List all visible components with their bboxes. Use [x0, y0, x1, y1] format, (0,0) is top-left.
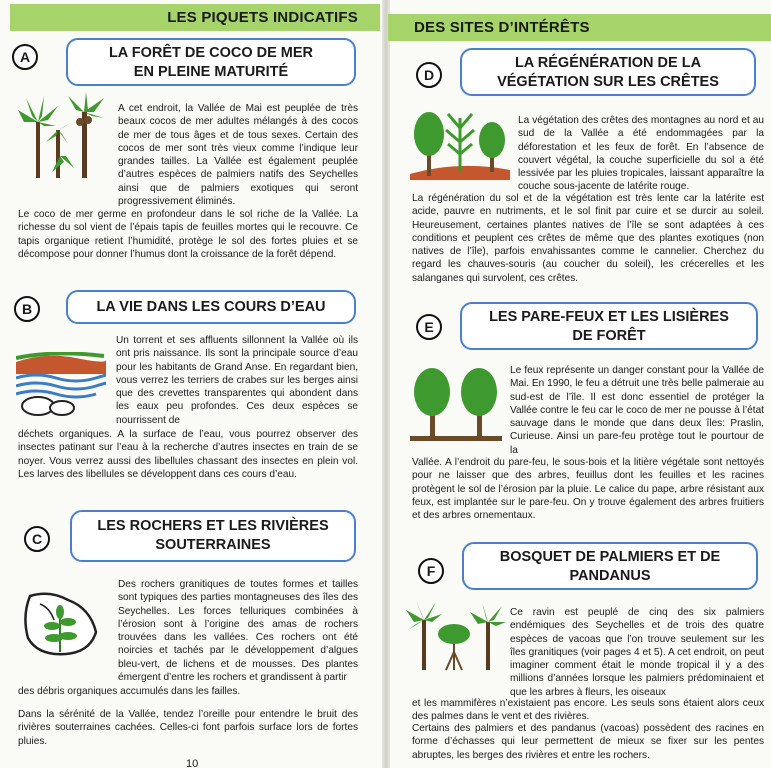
firebreak-trees-icon	[410, 366, 502, 444]
palm-trees-icon	[16, 92, 106, 180]
section-e-text-indented: Le feux représente un danger constant pour la Vallée de Mai. En 1990, le feu a détruit une très belle palmeraie au sud-est de l’île. Il est donc essentiel de protéger la Vallée contre le feu car le coco de mer ne pousse à l’état sauvage dans le monde que dans deux îles: Praslin, Curieuse. Ainsi un pare-feu protège tout le pourtour de la	[510, 365, 764, 456]
right-page-header: DES SITES D’INTÉRÊTS	[388, 14, 771, 41]
section-c-title-line1: LES ROCHERS ET LES RIVIÈRES	[97, 518, 329, 534]
section-a-marker: A	[12, 44, 38, 70]
section-c-title	[70, 510, 356, 562]
section-d-title-line1: LA RÉGÉNÉRATION DE LA	[514, 55, 702, 71]
right-page	[388, 0, 771, 768]
ridge-trees-icon	[410, 108, 510, 180]
rock-plant-icon	[20, 586, 102, 658]
section-d-title	[460, 48, 756, 96]
section-d-text-full: La régénération du sol et de la végétation est très lente car la latérite est acide, pauvre en nutriments, et le sol finit par cuire et se durcir au soleil. Heureusement, certaines plantes natives de l’île se sont adaptées à ces conditions et peuplent ces crêtes de même que des plantes exotiques (non natives de l’île), parfois envahissantes comme le cannelier. Cherchez du regard les chauves-souris (au coucher du soleil), les crécerelles et les salanganes qui survolent, ces crêtes.	[412, 193, 764, 284]
section-a-text-full: Le coco de mer germe en profondeur dans le sol riche de la Vallée. La richesse du sol vient de l’épais tapis de feuilles mortes qui le recouvre. Ce tapis organique retient l’humidité, protège le sol des fortes pluies et se décompose pour donner l’humus dont la croissance de la forêt dépend.	[18, 209, 358, 260]
palm-pandanus-icon	[406, 600, 506, 672]
section-f-text-full: et les mammifères n’existaient pas encore. Les seuls sons étaient alors ceux des palmes dans le vent et des rivières.	[412, 698, 764, 723]
section-b-title-line1: LA VIE DANS LES COURS D’EAU	[96, 298, 326, 315]
section-f-title-line1: BOSQUET DE PALMIERS ET DE	[499, 549, 721, 565]
section-e-title	[460, 302, 758, 350]
section-c-text-indented: Des rochers granitiques de toutes formes et tailles sont typiques des parties montagneuses des îles des Seychelles. Les forces telluriques combinées à l’érosion sont à l’origine des amas de rochers trouvées dans les vallées. Ces rochers ont été noircies et tachés par le développement d’algues bleu-vert, de lichens et de mousses. Des plantes émergent d’entre les rochers et grandissent à partir	[118, 579, 358, 684]
section-d-marker: D	[416, 62, 442, 88]
section-b-marker: B	[14, 296, 40, 322]
page-number: 10	[186, 758, 199, 768]
section-e-title-line2: DE FORÊT	[572, 328, 646, 344]
section-e-marker: E	[416, 314, 442, 340]
section-a-title-line2: EN PLEINE MATURITÉ	[133, 64, 289, 80]
section-b-text-full: déchets organiques. A la surface de l’eau, vous pourrez observer des insectes patinant sur l’eau à la recherche d’autres insectes en train de se noyer. Vous verrez aussi des libellules chassant des insectes en plein vol. Les larves des libellules se développent dans ces cours d’eau.	[18, 429, 358, 480]
stream-icon	[16, 352, 106, 416]
section-a-title	[66, 38, 356, 86]
left-page	[0, 0, 384, 768]
section-a-text-indented: A cet endroit, la Vallée de Mai est peuplée de très beaux cocos de mer adultes mélangés à des cocos de mer de tous âges et de tous sexes. Certain des cocos de mer sont très vieux comme l’indique leur grandes tailles. La Vallée est également peuplée d’autres espèces de palmiers natifs des Seychelles ainsi que de palmiers exotiques qui seront progressivement éliminés.	[118, 103, 358, 208]
section-c-text-full: des débris organiques accumulés dans les failles.	[18, 686, 241, 697]
section-b-title	[66, 290, 356, 324]
section-d-title-line2: VÉGÉTATION SUR LES CRÊTES	[497, 74, 719, 90]
section-c-marker: C	[24, 526, 50, 552]
section-e-title-line1: LES PARE-FEUX ET LES LISIÈRES	[489, 309, 729, 325]
section-e-text-full: Vallée. A l’endroit du pare-feu, le sous-bois et la litière végétale sont nettoyés pour ne laisser que des arbres, feuillus dont les feuilles et les racines protègent le sol de l’érosion par la pluie. Le calice du pape, arbre résistant aux feux, est implantée sur le pare-feu. On y trouve également des arbres fruitiers et des arbres ornementaux.	[412, 457, 764, 522]
section-f-title-line2: PANDANUS	[569, 568, 651, 584]
section-c-text-extra: Dans la sérénité de la Vallée, tendez l’oreille pour entendre le bruit des rivières souterraines cachées. Celles-ci font parfois surface lors de fortes pluies.	[18, 709, 358, 747]
section-a-title-line1: LA FORÊT DE COCO DE MER	[108, 45, 314, 61]
section-d-text-indented: La végétation des crêtes des montagnes au nord et au sud de la Vallée a été endommagées par la déforestation et les feux de forêt. En l’absence de couvert végétal, la couche superficielle du sol a été lessivée par les pluies tropicales, laissant apparaître la couche sous-jacente de latérite rouge.	[518, 115, 764, 193]
left-page-header: LES PIQUETS INDICATIFS	[10, 4, 380, 31]
section-f-marker: F	[418, 558, 444, 584]
section-c-title-line2: SOUTERRAINES	[155, 537, 271, 553]
section-f-text-indented: Ce ravin est peuplé de cinq des six palmiers endémiques des Seychelles et de trois des quatre espèces de vacoas que l’on trouve seulement sur les îles granitiques (voir pages 4 et 5). A cet endroit, on peut imaginer comment était le monde tropical il y a des millions d’années lorsque les palmiers prédominaient et que les arbres à fleurs, les oiseaux	[510, 607, 764, 698]
section-f-text-extra: Certains des palmiers et des pandanus (vacoas) possèdent des racines en forme d’échasses qui leur permettent de mieux se fixer sur les pentes abruptes, les berges des rivières et entre les rochers.	[412, 723, 764, 761]
section-f-title	[462, 542, 758, 590]
section-b-text-indented: Un torrent et ses affluents sillonnent la Vallée où ils ont pris naissance. Ils sont la principale source d’eau pour les habitants de Grand Anse. En regardant bien, vous verrez les terriers de crabes sur les berges ainsi que des crevettes transparentes qui abondent dans les eaux peu profondes. Ces deux espèces se nourrissent de	[116, 335, 358, 426]
